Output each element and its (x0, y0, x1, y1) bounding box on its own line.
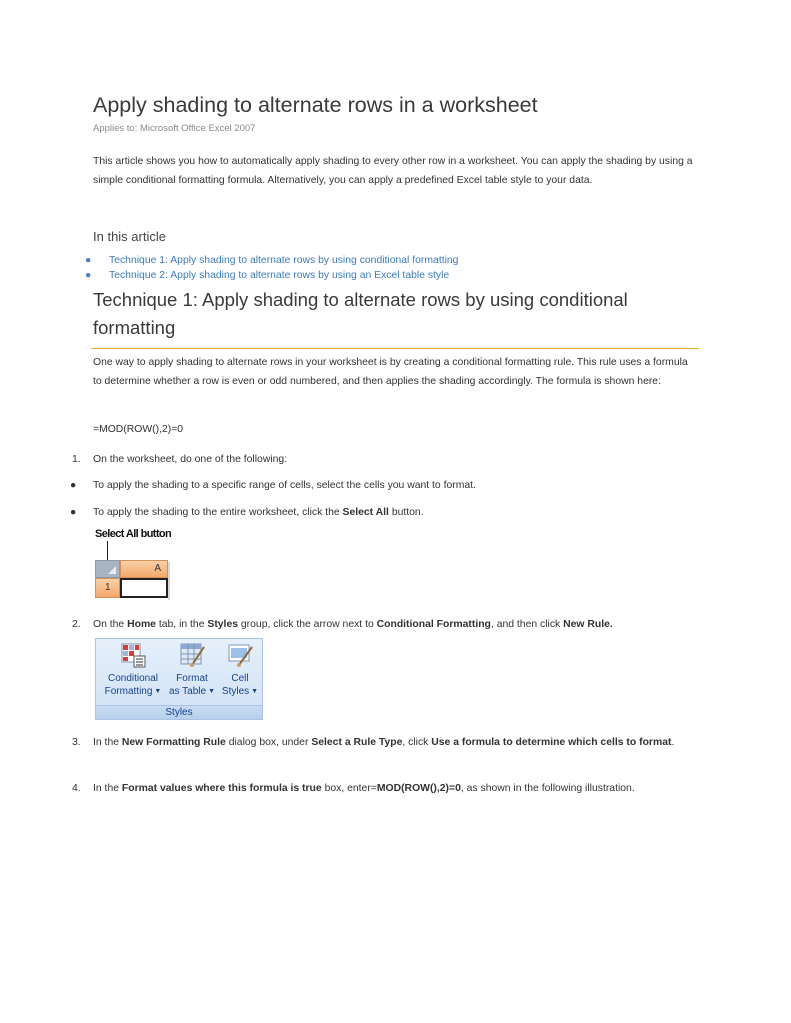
select-all-callout-label: Select All button (95, 528, 172, 540)
intro-paragraph: This article shows you how to automatically apply shading to every other row in a worksheet. You can apply the shading by using a simple conditional formatting formula. Alternatively, you can apply a predefined Excel table style to your data. (93, 156, 693, 186)
row-header-1[interactable]: 1 (95, 578, 120, 598)
styles-group-label: Styles (96, 705, 262, 719)
styles-ribbon-group (95, 638, 263, 720)
technique-1-heading: Technique 1: Apply shading to alternate rows by using conditional formatting (93, 289, 628, 338)
format-as-table-line1: Format (176, 673, 208, 684)
step-3-text: In the New Formatting Rule dialog box, under Select a Rule Type, click Use a formula to determine which cells to format. (93, 737, 675, 748)
conditional-formatting-line2: Formatting ▼ (104, 686, 162, 697)
toc-link-label: Technique 2: Apply shading to alternate rows by using an Excel table style (109, 270, 450, 281)
toc-link-technique-1[interactable] (85, 255, 458, 266)
step-2-text: On the Home tab, in the Styles group, click the arrow next to Conditional Formatting, and then click New Rule. (93, 619, 613, 630)
select-all-button[interactable] (95, 560, 120, 578)
step-1-bullet-2: To apply the shading to the entire worksheet, click the Select All button. (93, 507, 424, 518)
heading-divider (91, 348, 699, 349)
cell-styles-line1: Cell (231, 673, 249, 684)
step-4-number: 4. (72, 783, 81, 794)
select-all-figure (95, 560, 170, 600)
format-as-table-icon (178, 641, 206, 669)
step-3-number: 3. (72, 737, 81, 748)
cell-styles-icon (226, 641, 254, 669)
dropdown-arrow-icon: ▼ (154, 688, 162, 695)
conditional-formatting-line1: Conditional (107, 673, 159, 684)
step-1-number: 1. (72, 454, 81, 465)
formula-text: =MOD(ROW(),2)=0 (93, 424, 184, 435)
step-2-number: 2. (72, 619, 81, 630)
toc-heading: In this article (93, 229, 166, 244)
conditional-formatting-button[interactable] (98, 641, 168, 698)
column-header-a[interactable]: A (120, 560, 168, 578)
page-title: Apply shading to alternate rows in a worksheet (93, 93, 538, 117)
dropdown-arrow-icon: ▼ (251, 688, 259, 695)
conditional-formatting-icon (119, 641, 147, 669)
figure-shadow (168, 562, 170, 600)
bullet-icon: ● (85, 270, 92, 281)
toc-link-label: Technique 1: Apply shading to alternate rows by using conditional formatting (109, 255, 459, 266)
step-4-text: In the Format values where this formula is true box, enter=MOD(ROW(),2)=0, as shown in the following illustration. (93, 783, 635, 794)
bullet-icon: ● (70, 480, 77, 491)
cell-styles-button[interactable] (218, 641, 262, 698)
format-as-table-button[interactable] (166, 641, 218, 698)
bullet-icon: ● (70, 507, 77, 518)
toc-link-technique-2[interactable] (85, 270, 449, 281)
step-1-text: On the worksheet, do one of the following: (93, 454, 288, 465)
callout-line (107, 541, 108, 562)
cell-a1[interactable] (120, 578, 168, 598)
format-as-table-line2: as Table ▼ (168, 686, 215, 697)
applies-to: Applies to: Microsoft Office Excel 2007 (93, 123, 256, 134)
select-all-triangle-icon (108, 566, 116, 574)
step-1-bullet-1: To apply the shading to a specific range of cells, select the cells you want to format. (93, 480, 476, 491)
technique-1-body: One way to apply shading to alternate rows in your worksheet is by creating a conditional formatting rule. This rule uses a formula to determine whether a row is even or odd numbered, and then applies the shading accordingly. The formula is shown here: (93, 357, 688, 387)
cell-styles-line2: Styles ▼ (221, 686, 259, 697)
dropdown-arrow-icon: ▼ (208, 688, 215, 695)
bullet-icon: ● (85, 255, 92, 266)
